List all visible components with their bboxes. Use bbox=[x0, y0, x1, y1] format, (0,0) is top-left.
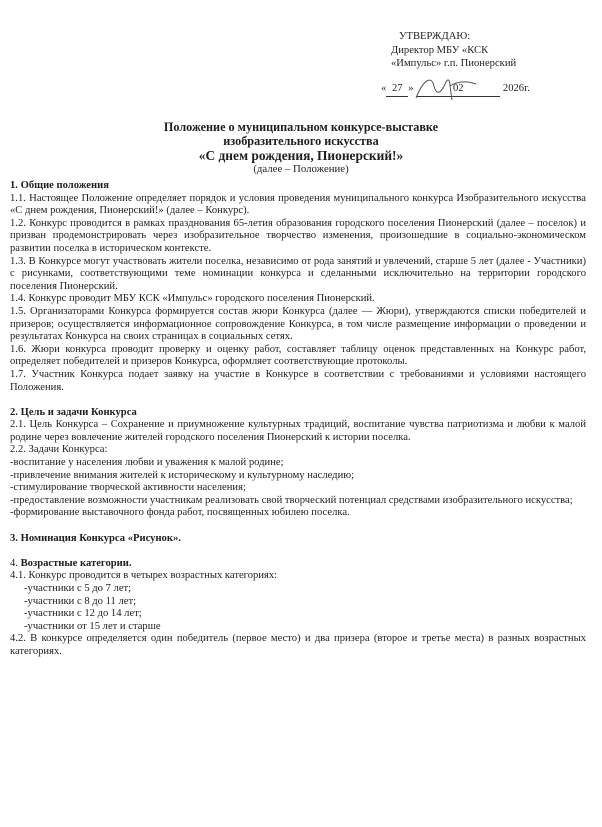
date-year: 2026г. bbox=[502, 83, 530, 94]
approve-organization: «Импульс» г.п. Пионерский bbox=[391, 58, 517, 69]
document-body bbox=[10, 180, 586, 659]
paragraph-1-6: 1.6. Жюри конкурса проводит проверку и оценку работ, составляет таблицу оценок представленных на Конкурс работ, определяет победителей и призеров Конкурса, оформляет соответствующие протоколы. bbox=[10, 343, 586, 368]
age-category: -участники с 5 до 7 лет; bbox=[24, 583, 132, 594]
task-item: -стимулирование творческой активности населения; bbox=[10, 482, 246, 494]
section-2-heading: 2. Цель и задачи Конкурса bbox=[10, 406, 137, 418]
title-line-3: «С днем рождения, Пионерский!» bbox=[198, 148, 404, 163]
age-category: -участники с 12 до 14 лет; bbox=[24, 608, 142, 620]
title-line-2: изобразительного искусства bbox=[223, 134, 379, 148]
task-item: -привлечение внимания жителей к историческому и культурному наследию; bbox=[10, 469, 355, 481]
approve-heading: УТВЕРЖДАЮ: bbox=[399, 31, 471, 42]
paragraph-1-3: 1.3. В Конкурсе могут участвовать жители поселка, независимо от рода занятий и увлечений, старше 5 лет (далее - Участники) с рисунками, соответствующими теме номинации конкурса и сделанными исключительно на территории городского поселения Пионерский. bbox=[10, 255, 586, 292]
paragraph-4-1: 4.1. Конкурс проводится в четырех возрастных категориях: bbox=[10, 570, 278, 582]
document-title bbox=[0, 120, 602, 176]
approval-block bbox=[381, 30, 530, 94]
age-category: -участники от 15 лет и старше bbox=[24, 620, 161, 632]
approve-date: « 27 » 02 2026г. bbox=[381, 82, 530, 97]
task-item: -предоставление возможности участникам реализовать свой творческий потенциал средствами изобразительного искусства; bbox=[10, 494, 573, 506]
paragraph-1-2: 1.2. Конкурс проводится в рамках празднования 65-летия образования городского поселения Пионерский (далее – поселок) и призван продемонстрировать через изобразительное творчество изменения, произошедшие в социально-экономическом развитии поселка в историческом контексте. bbox=[10, 217, 586, 254]
paragraph-4-2: 4.2. В конкурсе определяется один победитель (первое место) и два призера (второе и третье места) в разных возрастных категориях. bbox=[10, 633, 586, 657]
paragraph-1-4: 1.4. Конкурс проводит МБУ КСК «Импульс» городского поселения Пионерский. bbox=[10, 293, 375, 305]
paragraph-1-7: 1.7. Участник Конкурса подает заявку на участие в Конкурсе в соответствии с требованиями и условиями настоящего Положения. bbox=[10, 368, 586, 393]
paragraph-1-5: 1.5. Организаторами Конкурса формируется состав жюри Конкурса (далее — Жюри), утверждаются списки победителей и призеров; осуществляется информационное сопровождение Конкурса, в том числе размещение информации о проведении и результатах Конкурса на своих страницах в социальных сетях. bbox=[10, 305, 586, 343]
task-item: -воспитание у населения любви и уважения к малой родине; bbox=[10, 457, 284, 469]
age-category: -участники с 8 до 11 лет; bbox=[24, 595, 137, 607]
date-day: 27 bbox=[386, 82, 408, 97]
paragraph-2-2: 2.2. Задачи Конкурса: bbox=[10, 444, 108, 456]
title-line-1: Положение о муниципальном конкурсе-выставке bbox=[163, 120, 439, 134]
paragraph-1-1: 1.1. Настоящее Положение определяет порядок и условия проведения муниципального конкурса Изобразительного искусства «С днем рождения, Пионерский!» (далее – Конкурс). bbox=[10, 192, 586, 217]
date-month: 02 bbox=[416, 82, 500, 97]
section-4-heading: 4. Возрастные категории. bbox=[10, 557, 132, 569]
task-item: -формирование выставочного фонда работ, посвященных юбилею поселка. bbox=[10, 507, 350, 519]
paragraph-2-1: 2.1. Цель Конкурса – Сохранение и приумножение культурных традиций, воспитание чувства патриотизма и любви к малой родине через вовлечение жителей городского поселения Пионерский к истории поселка. bbox=[10, 419, 586, 443]
title-note: (далее – Положение) bbox=[253, 163, 349, 175]
section-3-heading: 3. Номинация Конкурса «Рисунок». bbox=[10, 532, 181, 544]
approve-position: Директор МБУ «КСК bbox=[391, 44, 489, 56]
signature-mark bbox=[410, 72, 480, 104]
section-1-heading: 1. Общие положения bbox=[10, 180, 109, 191]
